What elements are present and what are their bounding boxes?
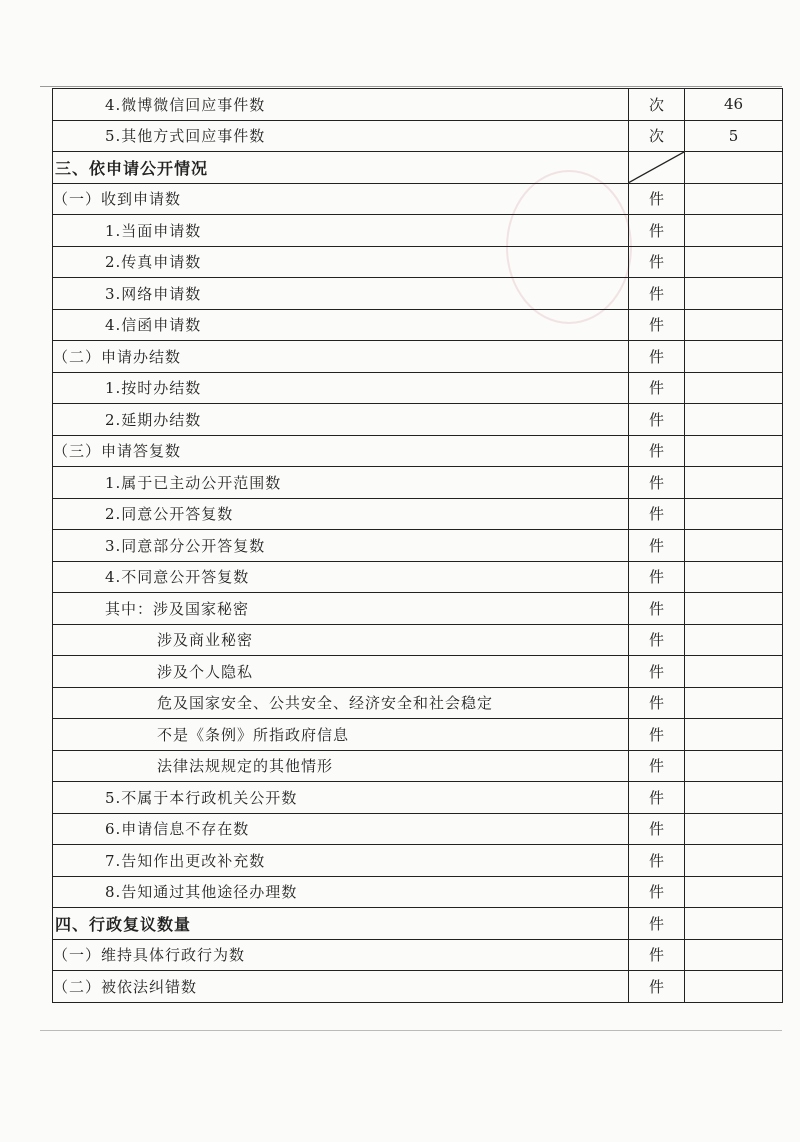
row-unit: 件 xyxy=(629,624,685,656)
row-unit: 件 xyxy=(629,782,685,814)
row-item: 1.属于已主动公开范围数 xyxy=(53,467,629,499)
row-unit: 件 xyxy=(629,246,685,278)
row-unit: 件 xyxy=(629,435,685,467)
table-row xyxy=(53,845,783,877)
row-value xyxy=(685,750,783,782)
row-item: 4.微博微信回应事件数 xyxy=(53,89,629,121)
table-row xyxy=(53,687,783,719)
row-item: 2.延期办结数 xyxy=(53,404,629,436)
row-value xyxy=(685,845,783,877)
row-unit: 件 xyxy=(629,939,685,971)
table-row xyxy=(53,467,783,499)
row-value xyxy=(685,813,783,845)
section-heading: 四、行政复议数量 xyxy=(53,908,629,940)
row-value xyxy=(685,404,783,436)
row-value xyxy=(685,498,783,530)
row-item: 涉及商业秘密 xyxy=(53,624,629,656)
top-rule xyxy=(40,86,782,87)
row-value xyxy=(685,782,783,814)
table-row xyxy=(53,152,783,184)
table-row xyxy=(53,183,783,215)
table-row xyxy=(53,120,783,152)
row-item: （三）申请答复数 xyxy=(53,435,629,467)
row-item: 涉及个人隐私 xyxy=(53,656,629,688)
row-item: 其中：涉及国家秘密 xyxy=(53,593,629,625)
row-unit: 件 xyxy=(629,183,685,215)
table-row xyxy=(53,624,783,656)
row-unit: 件 xyxy=(629,215,685,247)
row-value xyxy=(685,939,783,971)
row-unit: 件 xyxy=(629,372,685,404)
row-value: 46 xyxy=(685,89,783,121)
row-unit: 件 xyxy=(629,593,685,625)
row-value xyxy=(685,876,783,908)
row-value xyxy=(685,530,783,562)
row-item: 1.按时办结数 xyxy=(53,372,629,404)
row-item: 5.不属于本行政机关公开数 xyxy=(53,782,629,814)
row-value xyxy=(685,341,783,373)
table-row xyxy=(53,435,783,467)
row-unit: 件 xyxy=(629,750,685,782)
row-value xyxy=(685,719,783,751)
row-value xyxy=(685,908,783,940)
row-unit: 次 xyxy=(629,120,685,152)
diagonal-slash xyxy=(629,152,684,183)
row-unit: 件 xyxy=(629,498,685,530)
table-row xyxy=(53,530,783,562)
row-item: 不是《条例》所指政府信息 xyxy=(53,719,629,751)
table-row xyxy=(53,404,783,436)
table-row xyxy=(53,309,783,341)
row-item: （二）被依法纠错数 xyxy=(53,971,629,1003)
row-item: （一）收到申请数 xyxy=(53,183,629,215)
row-unit: 件 xyxy=(629,845,685,877)
table-row xyxy=(53,498,783,530)
row-value xyxy=(685,971,783,1003)
row-item: 1.当面申请数 xyxy=(53,215,629,247)
row-value xyxy=(685,687,783,719)
table-row xyxy=(53,750,783,782)
row-item: 5.其他方式回应事件数 xyxy=(53,120,629,152)
statistics-table xyxy=(52,88,783,1003)
row-item: 8.告知通过其他途径办理数 xyxy=(53,876,629,908)
row-unit: 件 xyxy=(629,309,685,341)
row-item: 2.同意公开答复数 xyxy=(53,498,629,530)
row-value xyxy=(685,561,783,593)
row-item: 7.告知作出更改补充数 xyxy=(53,845,629,877)
table-row xyxy=(53,341,783,373)
row-unit: 次 xyxy=(629,89,685,121)
table-row xyxy=(53,971,783,1003)
table-row xyxy=(53,372,783,404)
table-row xyxy=(53,246,783,278)
row-unit: 件 xyxy=(629,687,685,719)
table-row xyxy=(53,939,783,971)
row-unit: 件 xyxy=(629,656,685,688)
row-value xyxy=(685,215,783,247)
row-value xyxy=(685,656,783,688)
table-row xyxy=(53,215,783,247)
row-value: 5 xyxy=(685,120,783,152)
row-unit: 件 xyxy=(629,404,685,436)
row-value xyxy=(685,624,783,656)
table-row xyxy=(53,89,783,121)
table-row xyxy=(53,719,783,751)
table-row xyxy=(53,813,783,845)
row-item: 3.同意部分公开答复数 xyxy=(53,530,629,562)
row-item: 2.传真申请数 xyxy=(53,246,629,278)
table-row xyxy=(53,561,783,593)
row-value xyxy=(685,246,783,278)
row-value xyxy=(685,372,783,404)
row-value xyxy=(685,593,783,625)
row-item: （一）维持具体行政行为数 xyxy=(53,939,629,971)
row-value xyxy=(685,183,783,215)
row-unit: 件 xyxy=(629,561,685,593)
row-value xyxy=(685,152,783,184)
table-row xyxy=(53,908,783,940)
row-unit: 件 xyxy=(629,908,685,940)
row-value xyxy=(685,278,783,310)
row-unit: 件 xyxy=(629,719,685,751)
row-value xyxy=(685,435,783,467)
row-value xyxy=(685,467,783,499)
row-unit: 件 xyxy=(629,467,685,499)
table-row xyxy=(53,656,783,688)
table-row xyxy=(53,876,783,908)
section-heading: 三、依申请公开情况 xyxy=(53,152,629,184)
row-unit: 件 xyxy=(629,341,685,373)
table-row xyxy=(53,782,783,814)
table-row xyxy=(53,278,783,310)
row-unit: 件 xyxy=(629,971,685,1003)
row-item: 4.信函申请数 xyxy=(53,309,629,341)
row-unit: 件 xyxy=(629,813,685,845)
row-item: 法律法规规定的其他情形 xyxy=(53,750,629,782)
row-unit: 件 xyxy=(629,278,685,310)
table-row xyxy=(53,593,783,625)
row-item: （二）申请办结数 xyxy=(53,341,629,373)
bottom-rule xyxy=(40,1030,782,1031)
row-value xyxy=(685,309,783,341)
row-item: 4.不同意公开答复数 xyxy=(53,561,629,593)
diagonal-cell xyxy=(629,152,685,184)
row-item: 危及国家安全、公共安全、经济安全和社会稳定 xyxy=(53,687,629,719)
row-unit: 件 xyxy=(629,876,685,908)
row-item: 6.申请信息不存在数 xyxy=(53,813,629,845)
row-unit: 件 xyxy=(629,530,685,562)
row-item: 3.网络申请数 xyxy=(53,278,629,310)
